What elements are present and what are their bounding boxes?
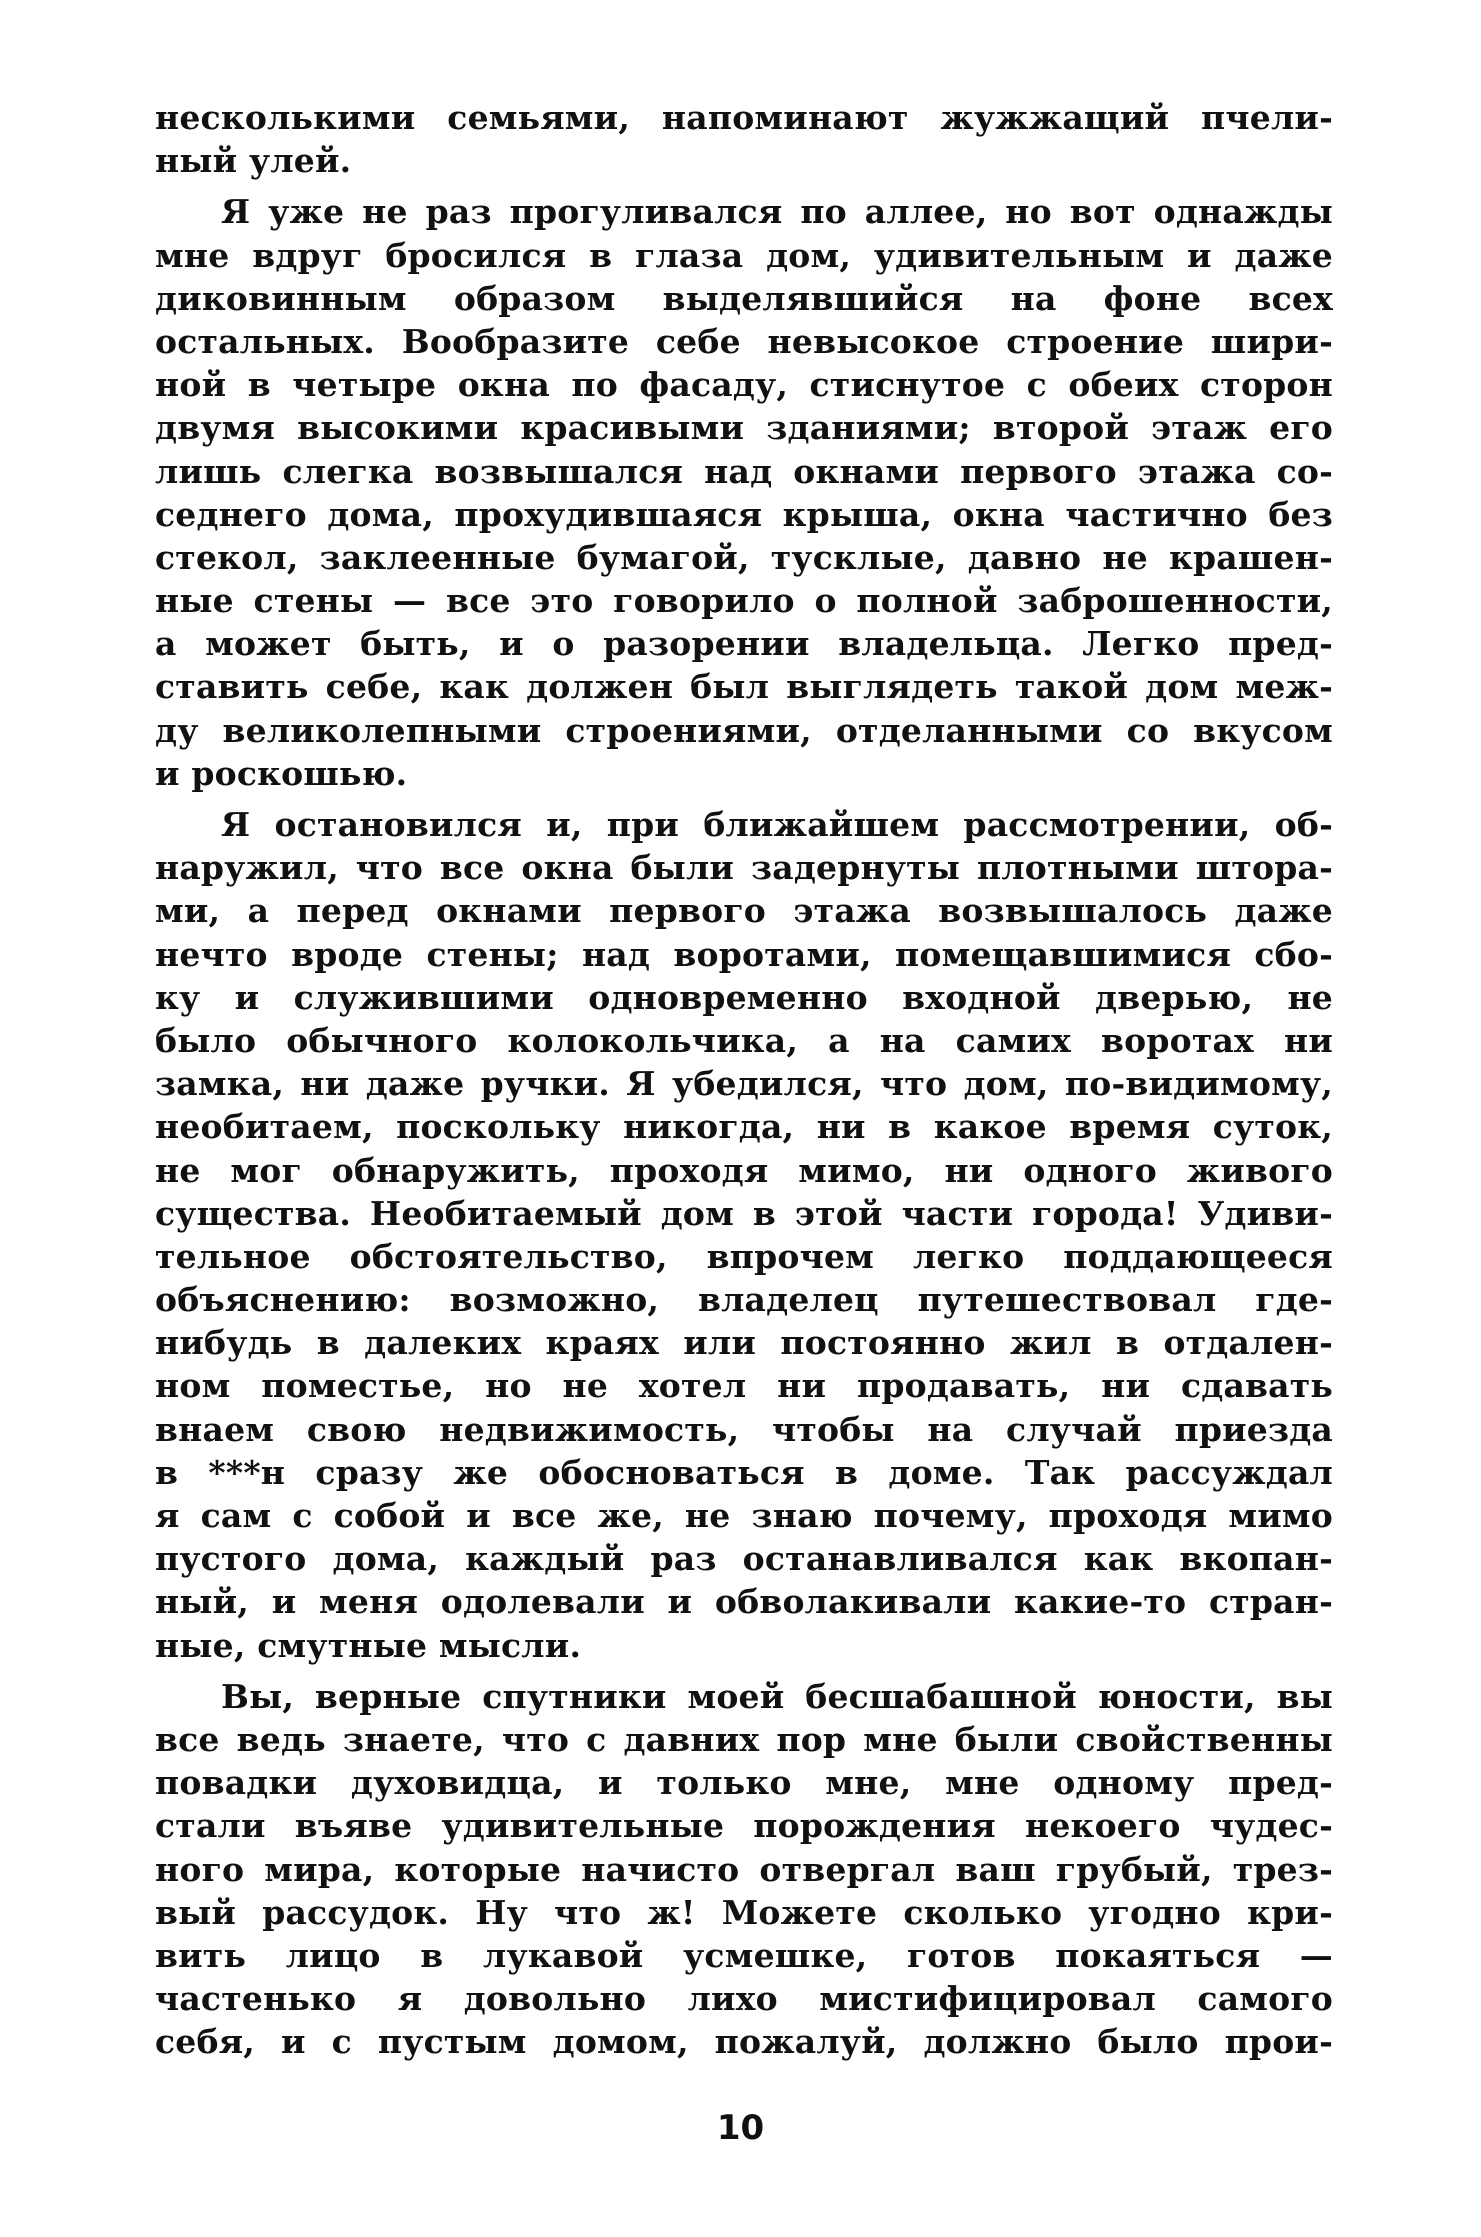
text-line: мне вдруг бросился в глаза дом, удивительным и даже bbox=[155, 235, 1333, 275]
text-line: частенько я довольно лихо мистифицировал самого bbox=[155, 1979, 1333, 2019]
text-line: ставить себе, как должен был выглядеть такой дом меж- bbox=[155, 667, 1333, 707]
text-line: ный улей. bbox=[155, 141, 352, 181]
text-line: ные, смутные мысли. bbox=[155, 1625, 582, 1665]
text-line: и роскошью. bbox=[155, 753, 408, 793]
text-line: я сам с собой и все же, не знаю почему, проходя мимо bbox=[155, 1496, 1333, 1535]
text-line: Я остановился и, при ближайшем рассмотрении, об- bbox=[221, 805, 1333, 844]
text-line: ду великолепными строениями, отделанными со вкусом bbox=[155, 710, 1333, 750]
text-line: пустого дома, каждый раз останавливался как вкопан- bbox=[155, 1539, 1333, 1579]
text-line: Я уже не раз прогуливался по аллее, но вот однажды bbox=[221, 192, 1333, 232]
text-line: все ведь знаете, что с давних пор мне были свойственны bbox=[155, 1719, 1333, 1759]
text-line: существа. Необитаемый дом в этой части города! Удиви- bbox=[155, 1193, 1333, 1233]
text-line: в ***н сразу же обосноваться в доме. Так рассуждал bbox=[155, 1452, 1333, 1492]
text-line: объяснению: возможно, владелец путешествовал где- bbox=[155, 1280, 1333, 1320]
paragraph bbox=[155, 190, 1333, 795]
text-line: было обычного колокольчика, а на самих воротах ни bbox=[155, 1020, 1333, 1060]
text-line: вить лицо в лукавой усмешке, готов покаяться — bbox=[155, 1935, 1333, 1975]
text-line: стали въяве удивительные порождения некоего чудес- bbox=[155, 1806, 1333, 1846]
text-line: ми, а перед окнами первого этажа возвышалось даже bbox=[155, 891, 1333, 931]
paragraph bbox=[155, 96, 1333, 182]
text-line: нечто вроде стены; над воротами, помещавшимися сбо- bbox=[155, 934, 1333, 974]
text-line: наружил, что все окна были задернуты плотными штора- bbox=[155, 848, 1333, 888]
text-line: повадки духовидца, и только мне, мне одному пред- bbox=[155, 1763, 1333, 1803]
text-line: а может быть, и о разорении владельца. Легко пред- bbox=[155, 624, 1333, 664]
text-line: необитаем, поскольку никогда, ни в какое время суток, bbox=[155, 1107, 1333, 1147]
text-line: ку и служившими одновременно входной дверью, не bbox=[155, 977, 1333, 1017]
text-line: ной в четыре окна по фасаду, стиснутое с обеих сторон bbox=[155, 365, 1333, 405]
text-line: вый рассудок. Ну что ж! Можете сколько угодно кри- bbox=[155, 1892, 1333, 1932]
text-line: седнего дома, прохудившаяся крыша, окна частично без bbox=[155, 494, 1333, 534]
text-line: ные стены — все это говорило о полной заброшенности, bbox=[155, 581, 1333, 621]
text-line: лишь слегка возвышался над окнами первого этажа со- bbox=[155, 451, 1333, 491]
paragraph bbox=[155, 803, 1333, 1667]
paragraph bbox=[155, 1675, 1333, 2064]
page-number: 10 bbox=[716, 2108, 765, 2148]
text-line: диковинным образом выделявшийся на фоне всех bbox=[155, 278, 1333, 318]
text-line: Вы, верные спутники моей бесшабашной юности, вы bbox=[221, 1676, 1333, 1716]
text-line: остальных. Вообразите себе невысокое строение шири- bbox=[155, 321, 1333, 361]
text-line: не мог обнаружить, проходя мимо, ни одного живого bbox=[155, 1150, 1333, 1190]
text-line: двумя высокими красивыми зданиями; второй этаж его bbox=[155, 408, 1333, 448]
text-line: ном поместье, но не хотел ни продавать, ни сдавать bbox=[155, 1366, 1333, 1406]
text-line: тельное обстоятельство, впрочем легко поддающееся bbox=[155, 1236, 1333, 1276]
text-line: замка, ни даже ручки. Я убедился, что дом, по-видимому, bbox=[155, 1064, 1333, 1104]
text-line: ного мира, которые начисто отвергал ваш грубый, трез- bbox=[155, 1849, 1333, 1889]
text-line: стекол, заклеенные бумагой, тусклые, давно не крашен- bbox=[155, 537, 1333, 577]
text-line: внаем свою недвижимость, чтобы на случай приезда bbox=[155, 1409, 1333, 1449]
book-page-text bbox=[155, 96, 1333, 2063]
text-line: ный, и меня одолевали и обволакивали какие-то стран- bbox=[155, 1582, 1333, 1622]
text-line: несколькими семьями, напоминают жужжащий пчели- bbox=[155, 98, 1333, 137]
text-line: себя, и с пустым домом, пожалуй, должно было прои- bbox=[155, 2022, 1333, 2062]
text-line: нибудь в далеких краях или постоянно жил в отдален- bbox=[155, 1323, 1333, 1363]
